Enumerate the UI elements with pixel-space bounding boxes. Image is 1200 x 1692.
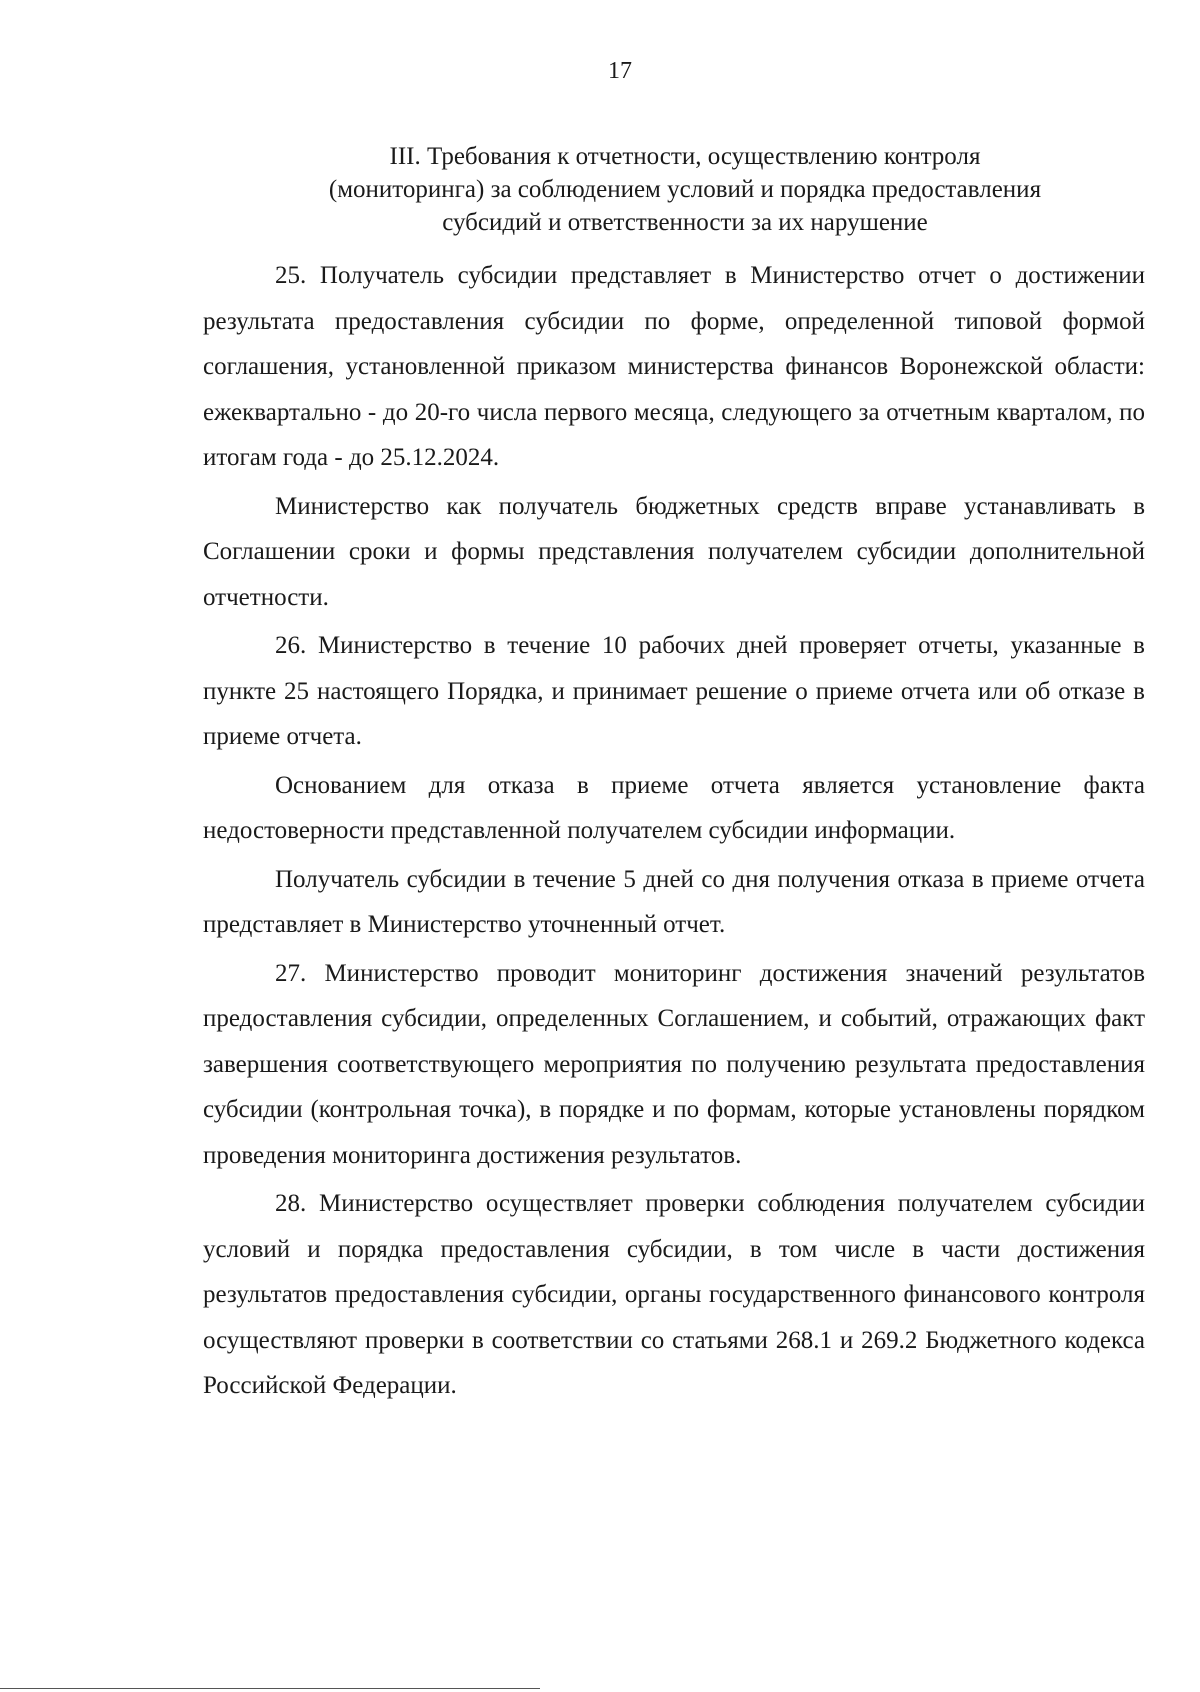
section-heading <box>290 140 1080 239</box>
document-body <box>203 253 1145 1409</box>
heading-line-1: III. Требования к отчетности, осуществлению контроля <box>389 143 981 170</box>
paragraph-26: 26. Министерство в течение 10 рабочих дней проверяет отчеты, указанные в пункте 25 настоящего Порядка, и принимает решение о приеме отчета или об отказе в приеме отчета. <box>203 632 1145 750</box>
heading-line-2: (мониторинга) за соблюдением условий и порядка предоставления <box>328 176 1042 203</box>
paragraph-25-additional-reporting: Министерство как получатель бюджетных средств вправе устанавливать в Соглашении сроки и формы представления получателем субсидии дополнительной отчетности. <box>203 492 1145 611</box>
bottom-scan-line <box>0 1688 540 1689</box>
paragraph-27: 27. Министерство проводит мониторинг достижения значений результатов предоставления субсидии, определенных Соглашением, и событий, отражающих факт завершения соответствующего мероприятия по получению результата предоставления субсидии (контрольная точка), в порядке и по формам, которые установлены порядком проведения мониторинга достижения результатов. <box>203 959 1145 1169</box>
paragraph-26-corrected-report: Получатель субсидии в течение 5 дней со дня получения отказа в приеме отчета представляет в Министерство уточненный отчет. <box>203 865 1145 938</box>
paragraph-26-refusal-grounds: Основанием для отказа в приеме отчета является установление факта недостоверности представленной получателем субсидии информации. <box>203 771 1145 844</box>
page-number: 17 <box>608 58 632 84</box>
paragraph-28: 28. Министерство осуществляет проверки соблюдения получателем субсидии условий и порядка предоставления субсидии, в том числе в части достижения результатов предоставления субсидии, органы государственного финансового контроля осуществляют проверки в соответствии со статьями 268.1 и 269.2 Бюджетного кодекса Российской Федерации. <box>203 1190 1145 1399</box>
heading-line-3: субсидий и ответственности за их нарушение <box>442 209 928 236</box>
paragraph-25: 25. Получатель субсидии представляет в Министерство отчет о достижении результата предоставления субсидии по форме, определенной типовой формой соглашения, установленной приказом министерства финансов Воронежской области: ежеквартально - до 20-го числа первого месяца, следующего за отчетным кварталом, по итогам года - до 25.12.2024. <box>203 262 1145 471</box>
